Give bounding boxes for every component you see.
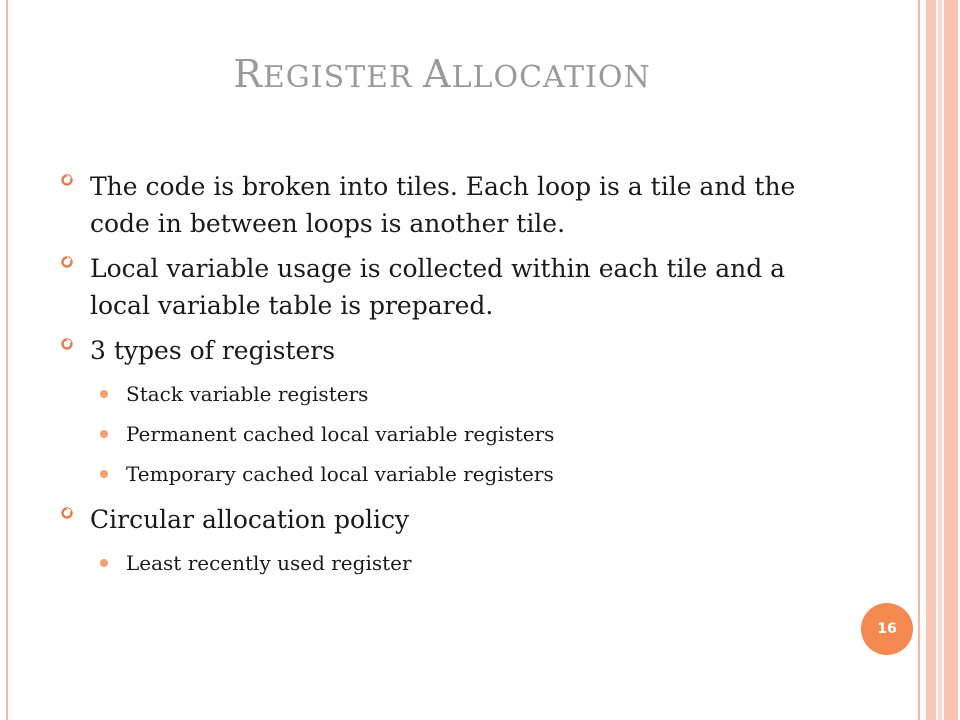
sub-bullet-item [60,550,820,576]
title-initial: A [423,52,452,96]
slide-title [0,52,884,96]
bullet-text: The code is broken into tiles. Each loop is a tile and the code in between loops is another tile. [90,172,796,238]
bullet-item [60,501,820,538]
right-frame-line [918,0,920,720]
sub-bullet-item [60,381,820,407]
sub-bullet-text: Temporary cached local variable registers [126,462,554,486]
hollow-circle-icon [60,173,74,187]
filled-dot-icon [100,430,108,438]
sub-bullet-text: Stack variable registers [126,382,369,406]
title-word: EGISTER [262,60,413,95]
title-word: LLOCATION [451,60,651,95]
hollow-circle-icon [60,337,74,351]
page-number: 16 [877,621,897,637]
filled-dot-icon [100,559,108,567]
bullet-text: Circular allocation policy [90,505,410,534]
page-number-badge [861,603,913,655]
bullet-list [60,168,820,590]
bullet-text: Local variable usage is collected within each tile and a local variable table is prepared. [90,254,786,320]
filled-dot-icon [100,470,108,478]
bullet-item [60,332,820,369]
bullet-text: 3 types of registers [90,336,336,365]
bullet-item [60,250,820,324]
decorative-stripe [926,0,936,720]
left-frame-line [6,0,8,720]
title-initial: R [233,52,263,96]
hollow-circle-icon [60,255,74,269]
sub-bullet-item [60,461,820,487]
bullet-item [60,168,820,242]
decorative-stripe [938,0,942,720]
filled-dot-icon [100,390,108,398]
decorative-stripe [944,0,958,720]
hollow-circle-icon [60,506,74,520]
sub-bullet-text: Permanent cached local variable registers [126,422,555,446]
sub-bullet-text: Least recently used register [126,551,412,575]
sub-bullet-item [60,421,820,447]
